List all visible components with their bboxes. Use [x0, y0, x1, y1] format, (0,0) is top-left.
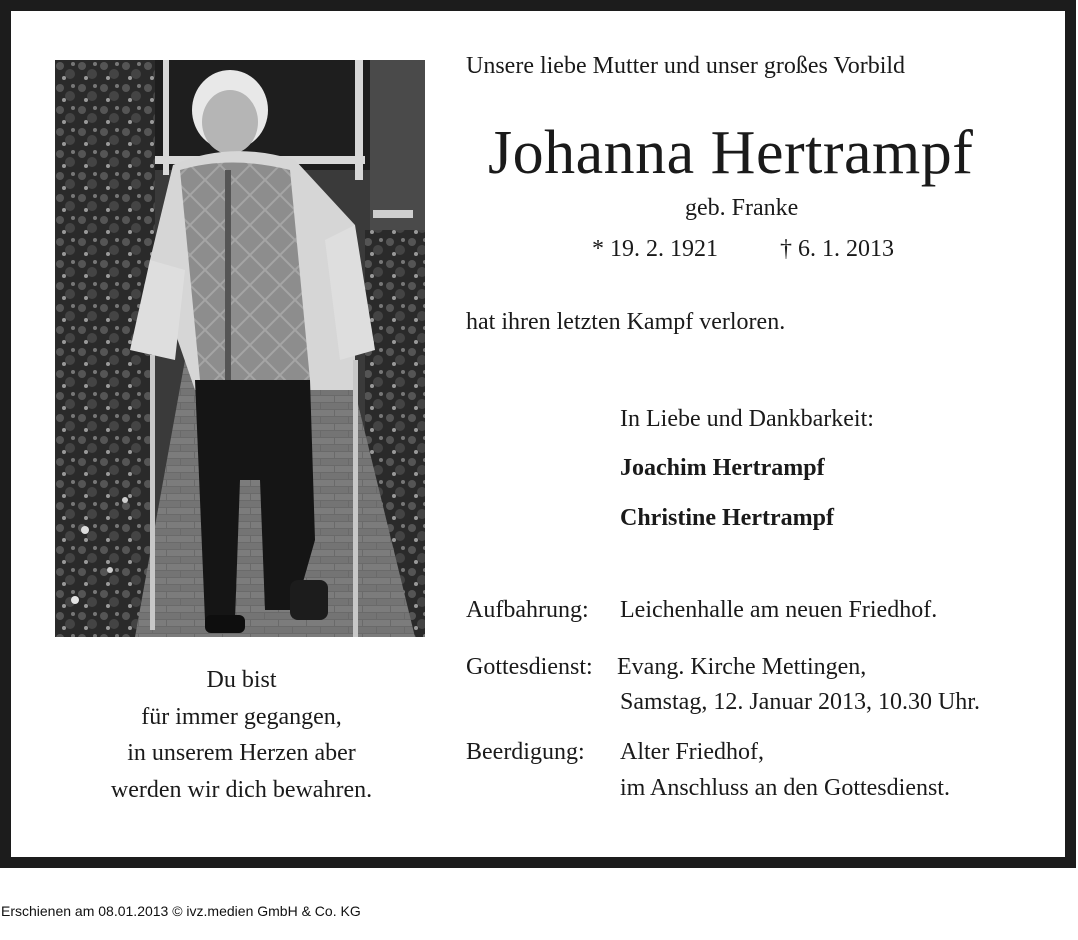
aufbahrung-value: Leichenhalle am neuen Friedhof.	[620, 597, 938, 623]
birth-date: * 19. 2. 1921	[592, 236, 718, 262]
verse-line: für immer gegangen,	[141, 703, 342, 730]
gottesdienst-time: Samstag, 12. Januar 2013, 10.30 Uhr.	[620, 689, 980, 715]
thanks-line: In Liebe und Dankbarkeit:	[620, 406, 874, 432]
beerdigung-note: im Anschluss an den Gottesdienst.	[620, 775, 950, 801]
mourner-name: Christine Hertrampf	[620, 505, 834, 531]
born-name: geb. Franke	[685, 195, 799, 221]
verse-line: in unserem Herzen aber	[127, 740, 356, 766]
death-date: † 6. 1. 2013	[780, 236, 894, 262]
verse-line: werden wir dich bewahren.	[110, 776, 373, 803]
lost-line: hat ihren letzten Kampf verloren.	[466, 309, 786, 335]
portrait-photo	[55, 60, 425, 637]
aufbahrung-label: Aufbahrung:	[466, 597, 589, 623]
intro-line: Unsere liebe Mutter und unser großes Vorbild	[466, 53, 906, 79]
publication-footer: Erschienen am 08.01.2013 © ivz.medien GmbH & Co. KG	[1, 903, 361, 919]
mourner-name: Joachim Hertrampf	[620, 455, 825, 481]
gottesdienst-label: Gottesdienst:	[466, 654, 593, 680]
beerdigung-place: Alter Friedhof,	[620, 739, 764, 765]
memorial-verse	[55, 662, 428, 808]
beerdigung-label: Beerdigung:	[466, 739, 585, 765]
gottesdienst-place: Evang. Kirche Mettingen,	[617, 654, 867, 680]
verse-line: Du bist	[206, 667, 277, 693]
deceased-name: Johanna Hertrampf	[488, 119, 974, 187]
